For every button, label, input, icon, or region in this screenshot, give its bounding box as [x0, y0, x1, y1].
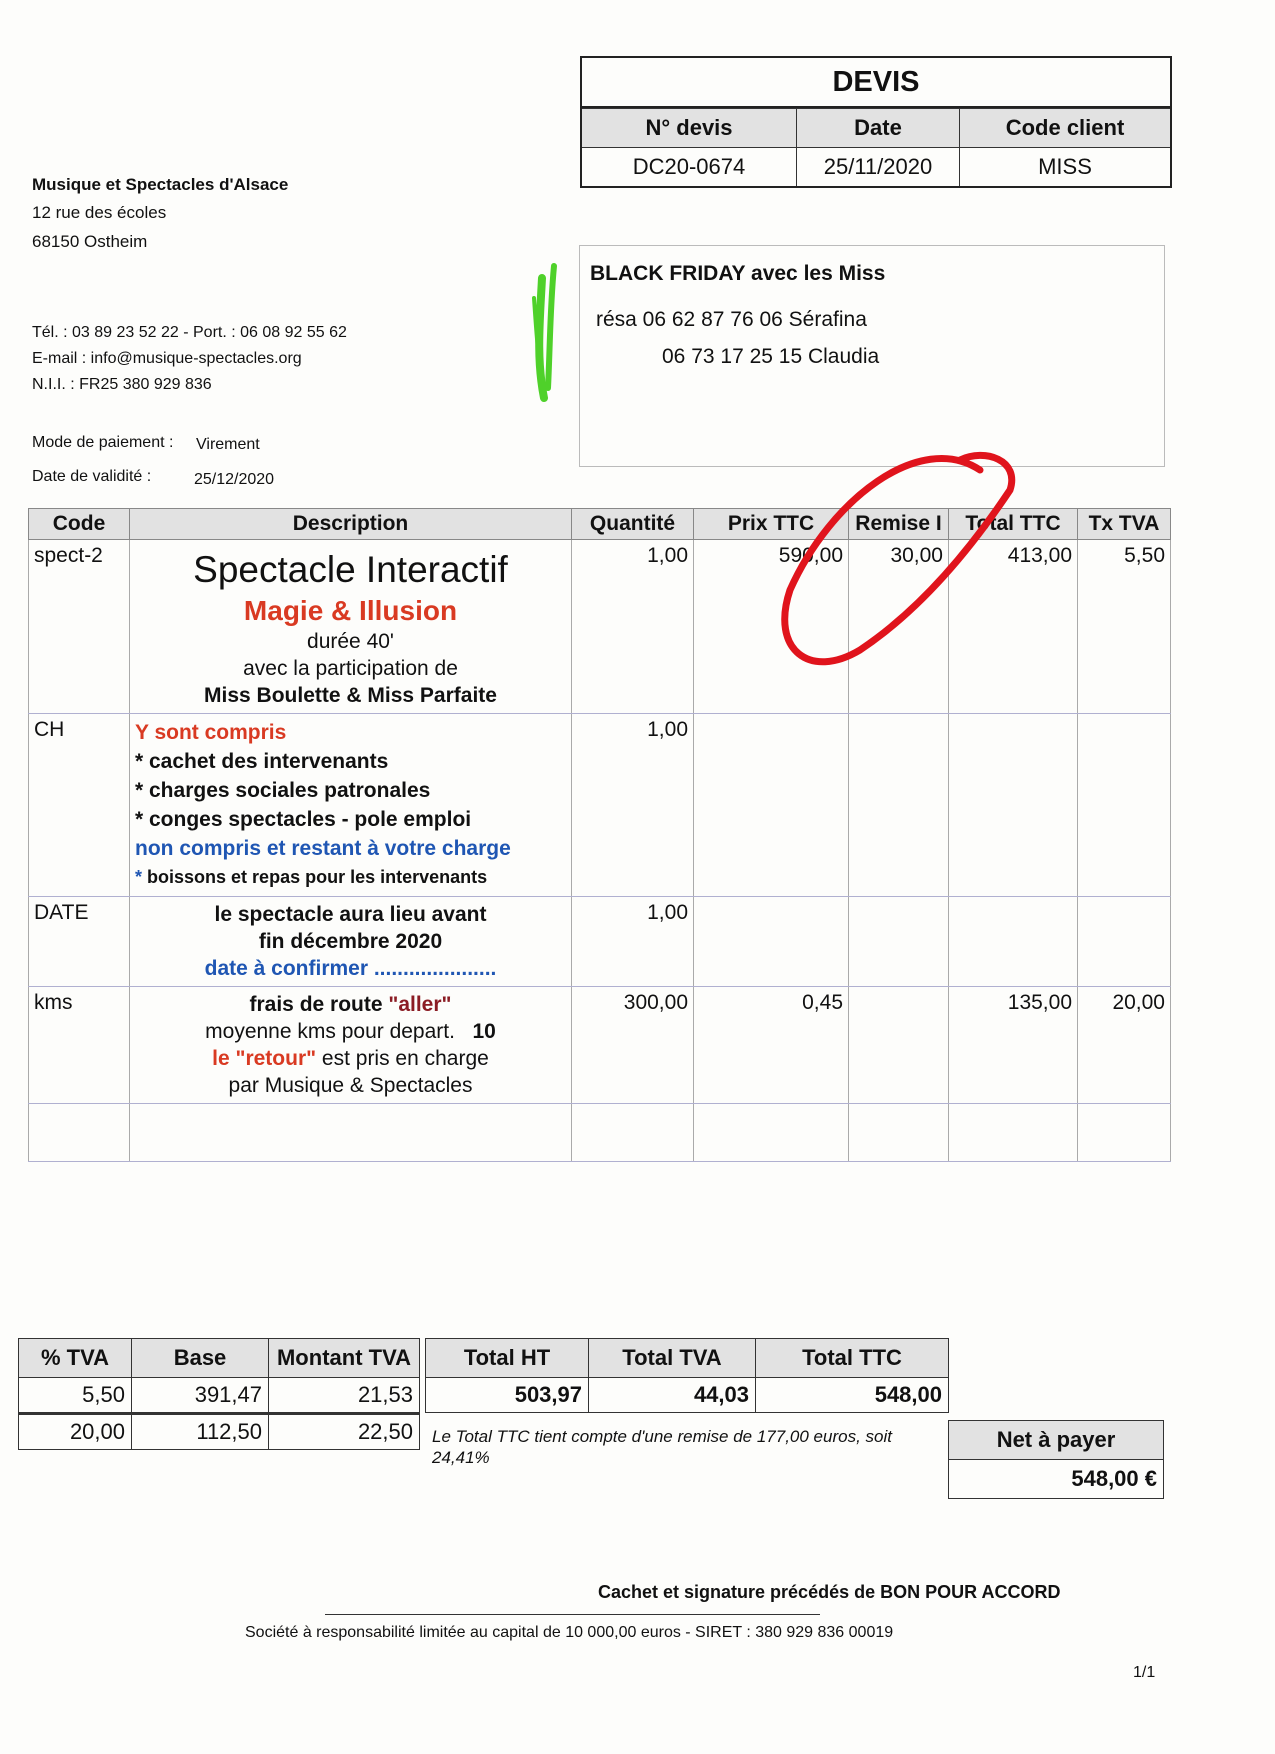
company-name: Musique et Spectacles d'Alsace — [32, 175, 289, 194]
col-description: Description — [130, 509, 572, 540]
row-description — [130, 540, 572, 714]
signature-instruction: Cachet et signature précédés de BON POUR ACCORD — [598, 1582, 1061, 1602]
row-total: 135,00 — [949, 987, 1078, 1104]
col-code: Code — [29, 509, 130, 540]
total-ht-value: 503,97 — [426, 1378, 589, 1413]
red-circle-mark — [770, 440, 1030, 690]
table-row — [19, 1378, 420, 1414]
vat-amount-header: Montant TVA — [269, 1339, 420, 1378]
excluded-star: * — [135, 867, 143, 887]
vat-base: 391,47 — [132, 1378, 269, 1414]
row-code: spect-2 — [29, 540, 130, 714]
show-duration: durée 40' — [307, 630, 394, 653]
row-price: 590,00 — [694, 540, 849, 714]
total-ttc-header: Total TTC — [756, 1339, 949, 1378]
devis-number-header: N° devis — [582, 109, 797, 148]
route-retour: le "retour" — [212, 1047, 317, 1070]
comment-line-1: résa 06 62 87 76 06 Sérafina — [596, 308, 867, 331]
vat-rate: 5,50 — [19, 1378, 132, 1414]
table-row — [29, 987, 1171, 1104]
row-qty: 1,00 — [572, 897, 694, 987]
show-participation: avec la participation de — [243, 657, 458, 680]
included-heading: Y sont compris — [135, 721, 287, 744]
discount-note: Le Total TTC tient compte d'une remise de 177,00 euros, soit 24,41% — [432, 1427, 892, 1467]
table-row — [29, 714, 1171, 897]
row-code: DATE — [29, 897, 130, 987]
devis-client-code: MISS — [960, 148, 1171, 187]
footer-divider — [325, 1614, 820, 1615]
vat-rate-header: % TVA — [19, 1339, 132, 1378]
payment-mode-label: Mode de paiement : — [32, 434, 174, 451]
route-retour-text: est pris en charge — [316, 1047, 489, 1070]
col-vat: Tx TVA — [1078, 509, 1171, 540]
devis-date-header: Date — [797, 109, 960, 148]
date-line-2: fin décembre 2020 — [258, 930, 443, 953]
vat-base-header: Base — [132, 1339, 269, 1378]
comment-title: BLACK FRIDAY avec les Miss — [590, 262, 886, 285]
payment-mode-value: Virement — [196, 436, 260, 453]
footer-legal: Société à responsabilité limitée au capital de 10 000,00 euros - SIRET : 380 929 836 00019 — [245, 1624, 894, 1641]
excluded-heading: non compris et restant à votre charge — [135, 837, 511, 860]
col-quantity: Quantité — [572, 509, 694, 540]
company-email: E-mail : info@musique-spectacles.org — [32, 350, 302, 367]
route-aller: "aller" — [388, 993, 452, 1016]
excluded-item: boissons et repas pour les intervenants — [147, 867, 488, 887]
col-discount: Remise I — [849, 509, 949, 540]
col-total: Total TTC — [949, 509, 1078, 540]
row-discount: 30,00 — [849, 540, 949, 714]
show-title: Spectacle Interactif — [193, 549, 508, 590]
row-code: kms — [29, 987, 130, 1104]
devis-date: 25/11/2020 — [797, 148, 960, 187]
row-code: CH — [29, 714, 130, 897]
devis-header-box — [580, 56, 1172, 188]
row-description — [130, 987, 572, 1104]
row-total: 413,00 — [949, 540, 1078, 714]
vat-rate: 20,00 — [19, 1414, 132, 1450]
table-row — [19, 1414, 420, 1450]
table-row — [29, 897, 1171, 987]
total-ht-header: Total HT — [426, 1339, 589, 1378]
totals-table — [425, 1338, 949, 1413]
devis-title: DEVIS — [582, 58, 1170, 108]
row-qty: 1,00 — [572, 714, 694, 897]
vat-base: 112,50 — [132, 1414, 269, 1450]
total-ttc-value: 548,00 — [756, 1378, 949, 1413]
total-tva-header: Total TVA — [589, 1339, 756, 1378]
devis-number: DC20-0674 — [582, 148, 797, 187]
table-row-empty — [29, 1104, 1171, 1162]
total-tva-value: 44,03 — [589, 1378, 756, 1413]
show-artists: Miss Boulette & Miss Parfaite — [204, 684, 497, 707]
page-number: 1/1 — [1133, 1664, 1156, 1681]
col-price: Prix TTC — [694, 509, 849, 540]
included-item: * charges sociales patronales — [135, 779, 431, 802]
route-label: frais de route — [249, 993, 389, 1016]
route-payer: par Musique & Spectacles — [228, 1074, 473, 1097]
green-marker-mark — [520, 258, 570, 408]
row-description — [130, 714, 572, 897]
row-vat: 5,50 — [1078, 540, 1171, 714]
km-average-value: 10 — [472, 1020, 496, 1043]
comment-box — [579, 245, 1165, 467]
included-item: * cachet des intervenants — [135, 750, 389, 773]
vat-amount: 22,50 — [269, 1414, 420, 1450]
company-phone: Tél. : 03 89 23 52 22 - Port. : 06 08 92 55 62 — [32, 324, 347, 341]
net-to-pay-box — [948, 1420, 1164, 1499]
company-nii: N.I.I. : FR25 380 929 836 — [32, 376, 212, 393]
row-vat: 20,00 — [1078, 987, 1171, 1104]
date-line-1: le spectacle aura lieu avant — [214, 903, 487, 926]
company-city: 68150 Ostheim — [32, 232, 148, 251]
date-line-3: date à confirmer ..................... — [204, 957, 497, 980]
company-street: 12 rue des écoles — [32, 203, 167, 222]
comment-line-2: 06 73 17 25 15 Claudia — [662, 345, 880, 368]
row-price: 0,45 — [694, 987, 849, 1104]
row-qty: 1,00 — [572, 540, 694, 714]
row-qty: 300,00 — [572, 987, 694, 1104]
net-value: 548,00 € — [949, 1460, 1164, 1499]
included-item: * conges spectacles - pole emploi — [135, 808, 472, 831]
row-description — [130, 897, 572, 987]
net-label: Net à payer — [949, 1421, 1164, 1460]
km-average-label: moyenne kms pour depart. — [205, 1020, 455, 1043]
devis-client-header: Code client — [960, 109, 1171, 148]
vat-table — [18, 1338, 420, 1450]
show-subtitle: Magie & Illusion — [243, 595, 458, 626]
validity-label: Date de validité : — [32, 468, 152, 485]
vat-amount: 21,53 — [269, 1378, 420, 1414]
validity-value: 25/12/2020 — [194, 471, 275, 488]
